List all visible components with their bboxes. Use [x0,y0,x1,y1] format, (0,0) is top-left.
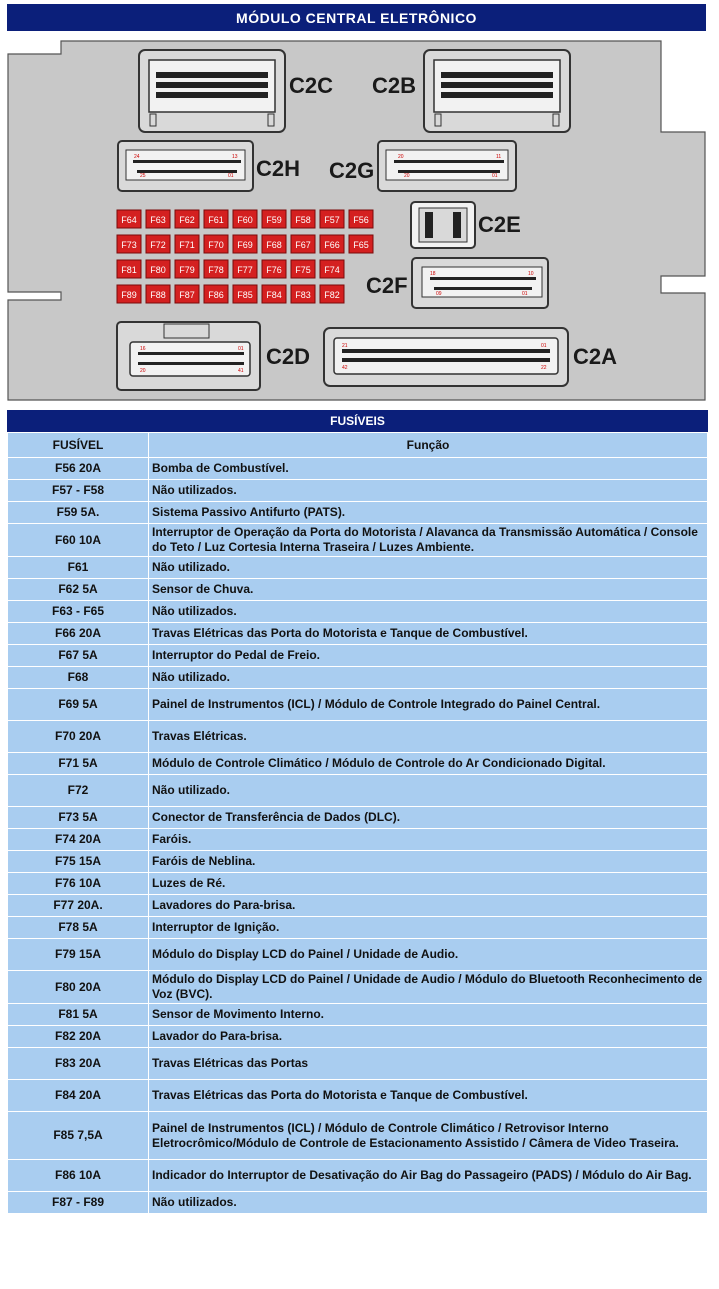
fuse-label: F71 [179,240,195,250]
function-cell: Módulo do Display LCD do Painel / Unidade de Audio / Módulo do Bluetooth Reconhecimento de Voz (BVC). [149,971,708,1004]
connector-label-c2f: C2F [366,273,408,298]
fuse-label: F75 [295,265,311,275]
function-cell: Não utilizado. [149,775,708,807]
connector-label-c2a: C2A [573,344,618,369]
fuse-f80 [146,260,170,278]
column-header-fuse: FUSÍVEL [8,433,149,458]
fuse-f56 [349,210,373,228]
fuse-cell: F63 - F65 [8,601,149,623]
fuse-f79 [175,260,199,278]
fuse-f88 [146,285,170,303]
function-cell: Travas Elétricas das Porta do Motorista e Tanque de Combustível. [149,1080,708,1112]
function-cell: Interruptor do Pedal de Freio. [149,645,708,667]
fuse-cell: F61 [8,557,149,579]
function-cell: Luzes de Ré. [149,873,708,895]
table-row [8,1080,708,1112]
fuse-f57 [320,210,344,228]
connector-label-c2d: C2D [266,344,311,369]
fuse-f65 [349,235,373,253]
table-row [8,557,708,579]
svg-text:11: 11 [496,154,502,160]
table-row [8,667,708,689]
table-row [8,689,708,721]
function-cell: Interruptor de Operação da Porta do Motorista / Alavanca da Transmissão Automática / Console do Teto / Luz Cortesia Interna Traseira / Luzes Ambiente. [149,524,708,557]
connector-c2h [118,141,253,191]
table-row [8,775,708,807]
fuse-label: F89 [121,290,137,300]
fuse-cell: F77 20A. [8,895,149,917]
function-cell: Não utilizados. [149,1192,708,1214]
fuse-f83 [291,285,315,303]
function-cell: Painel de Instrumentos (ICL) / Módulo de Controle Climático / Retrovisor Interno Eletrocrômico/Módulo de Controle de Estacionamento Assistido / Câmera de Video Traseira. [149,1112,708,1160]
fuse-f63 [146,210,170,228]
fuse-label: F69 [237,240,253,250]
fuse-cell: F80 20A [8,971,149,1004]
fuse-label: F67 [295,240,311,250]
connector-label-c2e: C2E [478,212,521,237]
fuse-f60 [233,210,257,228]
fuse-label: F72 [150,240,166,250]
svg-text:01: 01 [228,173,234,179]
function-cell: Travas Elétricas das Porta do Motorista e Tanque de Combustível. [149,623,708,645]
svg-text:24: 24 [134,154,140,160]
function-cell: Não utilizado. [149,667,708,689]
function-cell: Painel de Instrumentos (ICL) / Módulo de Controle Integrado do Painel Central. [149,689,708,721]
fuse-label: F64 [121,215,137,225]
table-row [8,753,708,775]
fuse-label: F60 [237,215,253,225]
fuse-f72 [146,235,170,253]
table-header-row [8,433,708,458]
fuse-f84 [262,285,286,303]
table-row [8,1160,708,1192]
table-row [8,645,708,667]
fuse-label: F73 [121,240,137,250]
fuse-cell: F62 5A [8,579,149,601]
fuse-cell: F81 5A [8,1004,149,1026]
fuse-cell: F60 10A [8,524,149,557]
table-row [8,480,708,502]
svg-text:13: 13 [232,154,238,160]
connector-c2f [412,258,548,308]
fuse-cell: F67 5A [8,645,149,667]
connector-c2e [411,202,475,248]
fuse-cell: F69 5A [8,689,149,721]
svg-text:42: 42 [342,365,348,371]
fuse-f82 [320,285,344,303]
svg-text:21: 21 [342,343,348,349]
svg-text:09: 09 [436,291,442,297]
fuse-cell: F71 5A [8,753,149,775]
table-row [8,873,708,895]
connector-label-c2h: C2H [256,156,301,181]
function-cell: Módulo de Controle Climático / Módulo de Controle do Ar Condicionado Digital. [149,753,708,775]
svg-text:20: 20 [398,154,404,160]
table-row [8,579,708,601]
svg-text:41: 41 [238,368,244,374]
fuse-f75 [291,260,315,278]
function-cell: Sensor de Movimento Interno. [149,1004,708,1026]
table-row [8,807,708,829]
fuse-cell: F66 20A [8,623,149,645]
table-row [8,917,708,939]
fuse-f64 [117,210,141,228]
fuse-cell: F73 5A [8,807,149,829]
function-cell: Não utilizados. [149,601,708,623]
table-row [8,971,708,1004]
connector-label-c2g: C2G [329,158,375,183]
fuse-f71 [175,235,199,253]
fuse-label: F78 [208,265,224,275]
function-cell: Módulo do Display LCD do Painel / Unidade de Audio. [149,939,708,971]
fuse-table [7,432,708,1214]
svg-text:10: 10 [528,271,534,277]
fuse-label: F66 [324,240,340,250]
fuse-f70 [204,235,228,253]
fuse-cell: F85 7,5A [8,1112,149,1160]
fuse-label: F80 [150,265,166,275]
function-cell: Travas Elétricas das Portas [149,1048,708,1080]
connector-label-c2b: C2B [372,73,417,98]
table-row [8,939,708,971]
fuse-f76 [262,260,286,278]
connector-c2a [324,328,568,386]
function-cell: Interruptor de Ignição. [149,917,708,939]
fuse-table-section [7,410,708,1214]
fuse-f73 [117,235,141,253]
table-row [8,829,708,851]
fuse-label: F57 [324,215,340,225]
fuse-f69 [233,235,257,253]
fuse-f77 [233,260,257,278]
fuse-cell: F72 [8,775,149,807]
fuse-label: F86 [208,290,224,300]
connector-c2d [117,322,260,390]
function-cell: Bomba de Combustível. [149,458,708,480]
fuse-cell: F87 - F89 [8,1192,149,1214]
fuse-f87 [175,285,199,303]
fuse-label: F62 [179,215,195,225]
svg-text:16: 16 [140,346,146,352]
fuse-cell: F79 15A [8,939,149,971]
fuse-label: F83 [295,290,311,300]
fuse-label: F58 [295,215,311,225]
fuse-cell: F83 20A [8,1048,149,1080]
fuse-label: F87 [179,290,195,300]
fuse-f62 [175,210,199,228]
fuse-label: F88 [150,290,166,300]
fuse-cell: F57 - F58 [8,480,149,502]
fuse-label: F63 [150,215,166,225]
table-title: FUSÍVEIS [7,410,708,432]
fuse-box-diagram [0,36,719,406]
fuse-f85 [233,285,257,303]
svg-text:20: 20 [140,368,146,374]
fuse-label: F74 [324,265,340,275]
svg-text:22: 22 [541,365,547,371]
fuse-cell: F70 20A [8,721,149,753]
fuse-label: F65 [353,240,369,250]
svg-text:01: 01 [238,346,244,352]
fuse-f61 [204,210,228,228]
table-row [8,1004,708,1026]
fuse-label: F70 [208,240,224,250]
function-cell: Travas Elétricas. [149,721,708,753]
fuse-cell: F84 20A [8,1080,149,1112]
fuse-label: F79 [179,265,195,275]
fuse-f59 [262,210,286,228]
connector-label-c2c: C2C [289,73,334,98]
svg-text:01: 01 [522,291,528,297]
table-row [8,524,708,557]
connector-c2b [424,50,570,132]
table-row [8,1112,708,1160]
fuse-f89 [117,285,141,303]
table-row [8,458,708,480]
function-cell: Não utilizado. [149,557,708,579]
fuse-f66 [320,235,344,253]
fuse-f78 [204,260,228,278]
table-row [8,1048,708,1080]
fuse-f86 [204,285,228,303]
table-row [8,851,708,873]
function-cell: Lavador do Para-brisa. [149,1026,708,1048]
fuse-label: F56 [353,215,369,225]
fuse-label: F61 [208,215,224,225]
table-row [8,895,708,917]
fuse-cell: F78 5A [8,917,149,939]
connector-c2g [378,141,516,191]
fuse-cell: F74 20A [8,829,149,851]
fuse-cell: F68 [8,667,149,689]
fuse-f81 [117,260,141,278]
table-row [8,601,708,623]
fuse-label: F84 [266,290,282,300]
function-cell: Não utilizados. [149,480,708,502]
svg-text:01: 01 [492,173,498,179]
fuse-f58 [291,210,315,228]
function-cell: Conector de Transferência de Dados (DLC). [149,807,708,829]
fuse-label: F81 [121,265,137,275]
function-cell: Sistema Passivo Antifurto (PATS). [149,502,708,524]
fuse-f74 [320,260,344,278]
page-title: MÓDULO CENTRAL ELETRÔNICO [7,4,706,31]
fuse-cell: F59 5A. [8,502,149,524]
svg-text:18: 18 [430,271,436,277]
function-cell: Faróis. [149,829,708,851]
table-row [8,1192,708,1214]
fuse-cell: F56 20A [8,458,149,480]
fuse-cell: F75 15A [8,851,149,873]
fuse-f68 [262,235,286,253]
fuse-cell: F86 10A [8,1160,149,1192]
table-row [8,721,708,753]
svg-text:25: 25 [140,173,146,179]
fuse-label: F82 [324,290,340,300]
function-cell: Indicador do Interruptor de Desativação do Air Bag do Passageiro (PADS) / Módulo do Air Bag. [149,1160,708,1192]
fuse-f67 [291,235,315,253]
svg-text:01: 01 [541,343,547,349]
fuse-label: F59 [266,215,282,225]
fuse-label: F76 [266,265,282,275]
fuse-label: F68 [266,240,282,250]
fuse-cell: F82 20A [8,1026,149,1048]
function-cell: Sensor de Chuva. [149,579,708,601]
svg-text:20: 20 [404,173,410,179]
fuse-label: F77 [237,265,253,275]
table-row [8,1026,708,1048]
table-row [8,623,708,645]
function-cell: Faróis de Neblina. [149,851,708,873]
fuse-cell: F76 10A [8,873,149,895]
fuse-label: F85 [237,290,253,300]
column-header-function: Função [149,433,708,458]
connector-c2c [139,50,285,132]
function-cell: Lavadores do Para-brisa. [149,895,708,917]
table-row [8,502,708,524]
